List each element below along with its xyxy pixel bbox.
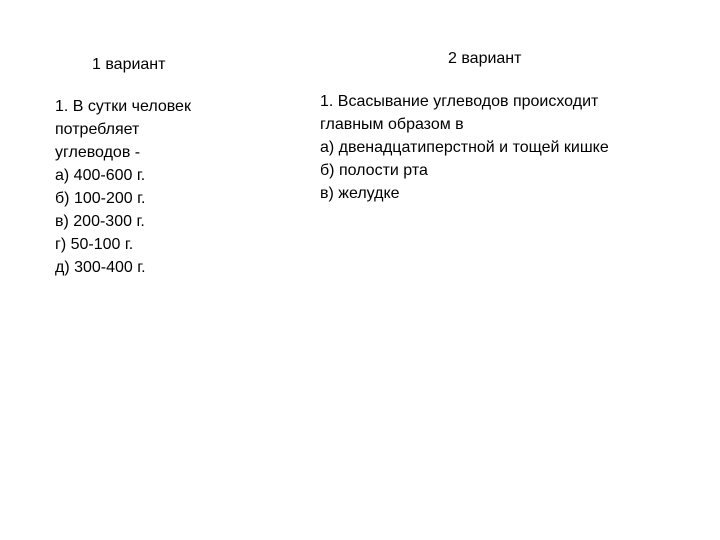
answer-option-b: б) 100-200 г.	[55, 190, 146, 207]
variant-2-question	[320, 90, 609, 205]
answer-option-b: б) полости рта	[320, 162, 428, 179]
answer-option-d: г) 50-100 г.	[55, 236, 134, 253]
question-line: главным образом в	[320, 116, 464, 133]
answer-option-c: в) 200-300 г.	[55, 213, 145, 230]
answer-option-e: д) 300-400 г.	[55, 259, 146, 276]
question-line: потребляет	[55, 121, 140, 138]
variant-1-title: 1 вариант	[92, 56, 166, 73]
question-line: 1. В сутки человек	[55, 98, 191, 115]
variant-2-title: 2 вариант	[448, 50, 522, 67]
answer-option-a: а) 400-600 г.	[55, 167, 146, 184]
answer-option-a: а) двенадцатиперстной и тощей кишке	[320, 139, 609, 156]
question-line: углеводов -	[55, 144, 141, 161]
answer-option-c: в) желудке	[320, 185, 400, 202]
question-line: 1. Всасывание углеводов происходит	[320, 93, 599, 110]
variant-1-question	[55, 95, 191, 279]
